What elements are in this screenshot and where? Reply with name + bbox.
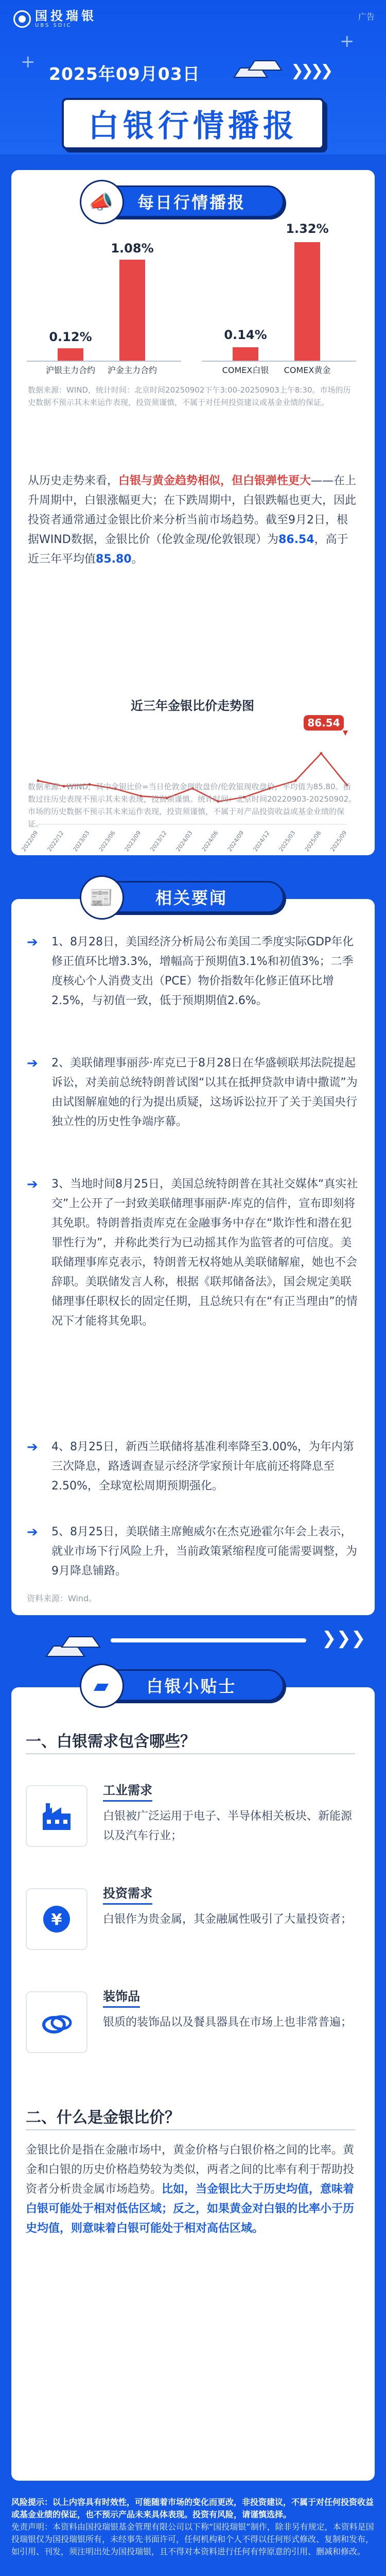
ratio-footnote: 数据来源：WIND，其中金银比价=当日伦敦金现收盘价/伦敦银现收盘价，平均值为85.80。指数过往历史表现不预示其未来表现，投资须谨慎。统计时间：北京时间20220903-20250902。市场的历史数据不预示其未来运作表现，投资须谨慎，不属于对产品投资收益或基金业绩的保证。 bbox=[28, 782, 357, 828]
item-text: 白银被广泛运用于电子、半导体相关板块、新能源以及汽车行业； bbox=[103, 1810, 353, 1842]
news-text: 4、8月25日，新西兰联储将基准利率降至3.00%，为年内第三次降息，路透调查显示经济学家预计年底前还将降息至2.50%，全球宽松周期预期强化。 bbox=[51, 1440, 354, 1493]
header bbox=[0, 0, 386, 155]
x-tick-label: 2024/12 bbox=[252, 829, 271, 853]
x-tick-label: 2025/03 bbox=[277, 829, 297, 853]
factory-icon bbox=[26, 1785, 87, 1847]
x-tick-label: 2025/09 bbox=[329, 829, 348, 853]
arrows-deco-icon: ❯❯❯ bbox=[322, 1628, 366, 1649]
value-label: 1.08% bbox=[111, 241, 154, 256]
para-intro: 从历史走势来看， bbox=[28, 474, 119, 487]
x-tick-label: 2025/06 bbox=[303, 829, 323, 853]
axis-baseline bbox=[27, 361, 181, 362]
item-text: 银质的装饰品以及餐具器具在市场上也非常普遍； bbox=[103, 2016, 353, 2029]
latest-value-label: 86.54 bbox=[307, 717, 340, 729]
news-tag bbox=[89, 881, 284, 913]
para-body2: ，高于近三年平均值 bbox=[28, 533, 348, 566]
daily-tag bbox=[89, 185, 284, 217]
arrow-icon: ➔ bbox=[27, 935, 38, 950]
x-tick-label: 2023/06 bbox=[97, 829, 117, 853]
tips-panel bbox=[11, 1674, 375, 2481]
arrow-icon: ➔ bbox=[27, 1177, 38, 1192]
question-heading: 一、白银需求包含哪些？ bbox=[26, 1733, 196, 1751]
risk-warning: 风险提示：以上内容具有时效性，可能随着市场的变化而更改，非投资建议，不属于对任何投资收益或基金业绩的保证，也不预示产品未来具体表现。投资有风险，请谨慎选择。 bbox=[11, 2497, 374, 2519]
logo-en: UBS SDIC bbox=[35, 23, 72, 28]
x-tick-label: 2023/03 bbox=[72, 829, 91, 853]
demand-item bbox=[26, 1986, 360, 2063]
news-item bbox=[27, 933, 361, 1011]
disclaimer-text: 免责声明：本资料由国投瑞银基金管理有限公司以下称“国投瑞银”制作，除非另有规定，本资料是国投瑞银仅为国投瑞银所有，未经事先书面许可，任何机构和个人不得以任何形式修改、复制和发布，如引用、刊发，须注明出处为国投瑞银，且不得对本资料进行任何有悖原意的引用、删减和修改。 bbox=[11, 2522, 374, 2556]
daily-tag-label: 每日行情播报 bbox=[137, 193, 245, 212]
money-icon bbox=[26, 1888, 87, 1950]
x-tick-label: 2022/12 bbox=[46, 829, 65, 853]
news-text: 3、当地时间8月25日，美国总统特朗普在其社交媒体“真实社交”上公开了一封致美联储理事丽萨·库克的信件，宣布即刻将其免职。特朗普指责库克在金融事务中存在“欺诈性和潜在犯罪性行为”，并称此类行为已动摇其作为监管者的可信度。美联储理事库克表示，特朗普无权将她从美联储解雇，她也不会辞职。美联储发言人称，根据《联邦储备法》，国会规定美联储理事任职权长的固定任期，且总统只有在“有正当理由”的情况下才能将其免职。 bbox=[51, 1178, 358, 1328]
megaphone-icon: 📣 bbox=[80, 180, 124, 224]
report-date: 2025年09月03日 bbox=[49, 64, 200, 84]
logo-cn: 国投瑞银 bbox=[35, 9, 97, 23]
bar-gold-domestic bbox=[119, 260, 145, 361]
brand-logo bbox=[13, 9, 97, 28]
item-heading: 投资需求 bbox=[103, 1883, 152, 1905]
news-item bbox=[27, 1437, 361, 1496]
analysis-paragraph bbox=[28, 471, 357, 569]
risk-disclaimer bbox=[0, 2491, 386, 2576]
ring-icon bbox=[26, 1991, 87, 2053]
question-heading: 二、什么是金银比价？ bbox=[26, 2109, 180, 2127]
explanation-highlight: 比如，当金银比大于历史均值，意味着白银可能处于相对低估区域；反之，如果黄金对白银的比率小于历史均值，则意味着白银可能处于相对高估区域。 bbox=[26, 2183, 355, 2235]
ratio-explanation bbox=[26, 2141, 355, 2239]
svg-text:¥: ¥ bbox=[51, 1911, 62, 1929]
value-label: 0.14% bbox=[224, 328, 267, 342]
para-body: ——在上升周期中，白银涨幅更大；在下跌周期中，白银跌幅也更大，因此投资者通常通过金银比价来分析当前市场趋势。截至9月2日，根据WIND数据，金银比价（伦敦金现/伦敦银现）为 bbox=[28, 474, 357, 546]
daily-footnote: 数据来源：WIND，统计时间：北京时间20250902下午3:00-20250903上午8:30。市场的历史数据不预示其未来运作表现，投资须谨慎，不属于对任何投资建议或基金业绩的保证。 bbox=[28, 385, 351, 407]
bar-gold-comex bbox=[294, 242, 320, 361]
value-label: 1.32% bbox=[286, 222, 329, 236]
x-tick-label: 2024/06 bbox=[200, 829, 220, 853]
divider bbox=[26, 2129, 355, 2130]
demand-item bbox=[26, 1883, 360, 1960]
news-footnote: 资料来源：Wind。 bbox=[27, 1594, 97, 1603]
divider bbox=[111, 1638, 306, 1642]
x-tick-label: 2024/09 bbox=[226, 829, 245, 853]
divider bbox=[26, 1753, 355, 1754]
silver-bar-icon: ▰ bbox=[80, 1664, 124, 1708]
callout-pointer bbox=[343, 731, 348, 736]
newspaper-icon: 📰 bbox=[80, 875, 124, 920]
ratio-average: 85.80 bbox=[96, 553, 132, 566]
arrow-icon: ➔ bbox=[27, 1439, 38, 1455]
x-tick-label: 2022/09 bbox=[20, 829, 40, 853]
x-tick-label: 2024/03 bbox=[174, 829, 194, 853]
item-text: 白银作为贵金属，其金融属性吸引了大量投资者； bbox=[103, 1913, 353, 1926]
category-label: COMEX黄金 bbox=[284, 365, 331, 375]
explanation-text: 金银比价是指在金融市场中，黄金价格与白银价格之间的比率。黄金和白银的历史价格趋势较为类似，两者之间的比率有利于帮助投资者分析贵金属市场趋势。 bbox=[26, 2144, 355, 2196]
ratio-current: 86.54 bbox=[278, 533, 314, 546]
value-label: 0.12% bbox=[49, 330, 92, 344]
news-item bbox=[27, 1522, 361, 1581]
para-highlight: 白银与黄金趋势相似，但白银弹性更大 bbox=[118, 474, 311, 487]
axis-baseline bbox=[202, 361, 356, 362]
plus-deco-icon: + bbox=[21, 52, 36, 72]
news-text: 2、美联储理事丽莎·库克已于8月28日在华盛顿联邦法院提起诉讼，对美前总统特朗普试图“以其在抵押贷款申请中撒谎”为由试图解雇她的行为提出质疑，这场诉讼拉开了关于美国央行独立性的历史性争端序幕。 bbox=[51, 1057, 358, 1128]
arrow-icon: ➔ bbox=[27, 1524, 38, 1540]
page-title: 白银行情播报 bbox=[88, 108, 298, 144]
chart-title: 近三年金银比价走势图 bbox=[131, 699, 254, 713]
tips-tag bbox=[93, 1669, 284, 1701]
arrows-deco-icon: ❯❯❯❯ bbox=[291, 62, 330, 80]
demand-item bbox=[26, 1780, 360, 1857]
news-text: 5、8月25日，美联储主席鲍威尔在杰克逊霍尔年会上表示，就业市场下行风险上升，当前政策紧缩程度可能需要调整，为9月降息铺路。 bbox=[51, 1526, 358, 1578]
tips-tag-label: 白银小贴士 bbox=[146, 1676, 237, 1696]
news-tag-label: 相关要闻 bbox=[155, 888, 227, 908]
data-point bbox=[320, 752, 323, 755]
silver-ingots-icon bbox=[41, 1631, 103, 1662]
x-tick-label: 2023/09 bbox=[123, 829, 143, 853]
category-label: 沪银主力合约 bbox=[45, 365, 95, 375]
para-end: 。 bbox=[131, 553, 143, 566]
news-item bbox=[27, 1054, 361, 1132]
news-panel bbox=[11, 886, 375, 1615]
category-label: COMEX白银 bbox=[222, 365, 269, 375]
plus-deco-icon: + bbox=[340, 31, 355, 52]
logo-mark-icon bbox=[13, 10, 31, 28]
comex-bar-chart bbox=[202, 222, 356, 375]
daily-panel bbox=[11, 170, 375, 855]
silver-ingots-icon bbox=[229, 57, 286, 82]
domestic-bar-chart bbox=[27, 237, 181, 375]
item-heading: 装饰品 bbox=[103, 1986, 140, 2008]
title-box bbox=[62, 98, 324, 149]
ad-label: 广告 bbox=[358, 12, 375, 22]
news-text: 1、8月28日，美国经济分析局公布美国二季度实际GDP年化修正值环比增3.3%，增幅高于预期值3.1%和初值3%；二季度核心个人消费支出（PCE）物价指数年化修正值环比增2.5%，与初值一致，低于预期期值2.6%。 bbox=[51, 936, 354, 1007]
arrow-icon: ➔ bbox=[27, 1056, 38, 1071]
x-tick-label: 2023/12 bbox=[149, 829, 168, 853]
item-heading: 工业需求 bbox=[103, 1780, 152, 1802]
bar-silver-domestic bbox=[58, 348, 83, 361]
bar-silver-comex bbox=[233, 347, 258, 361]
category-label: 沪金主力合约 bbox=[107, 365, 157, 375]
news-item bbox=[27, 1175, 361, 1331]
